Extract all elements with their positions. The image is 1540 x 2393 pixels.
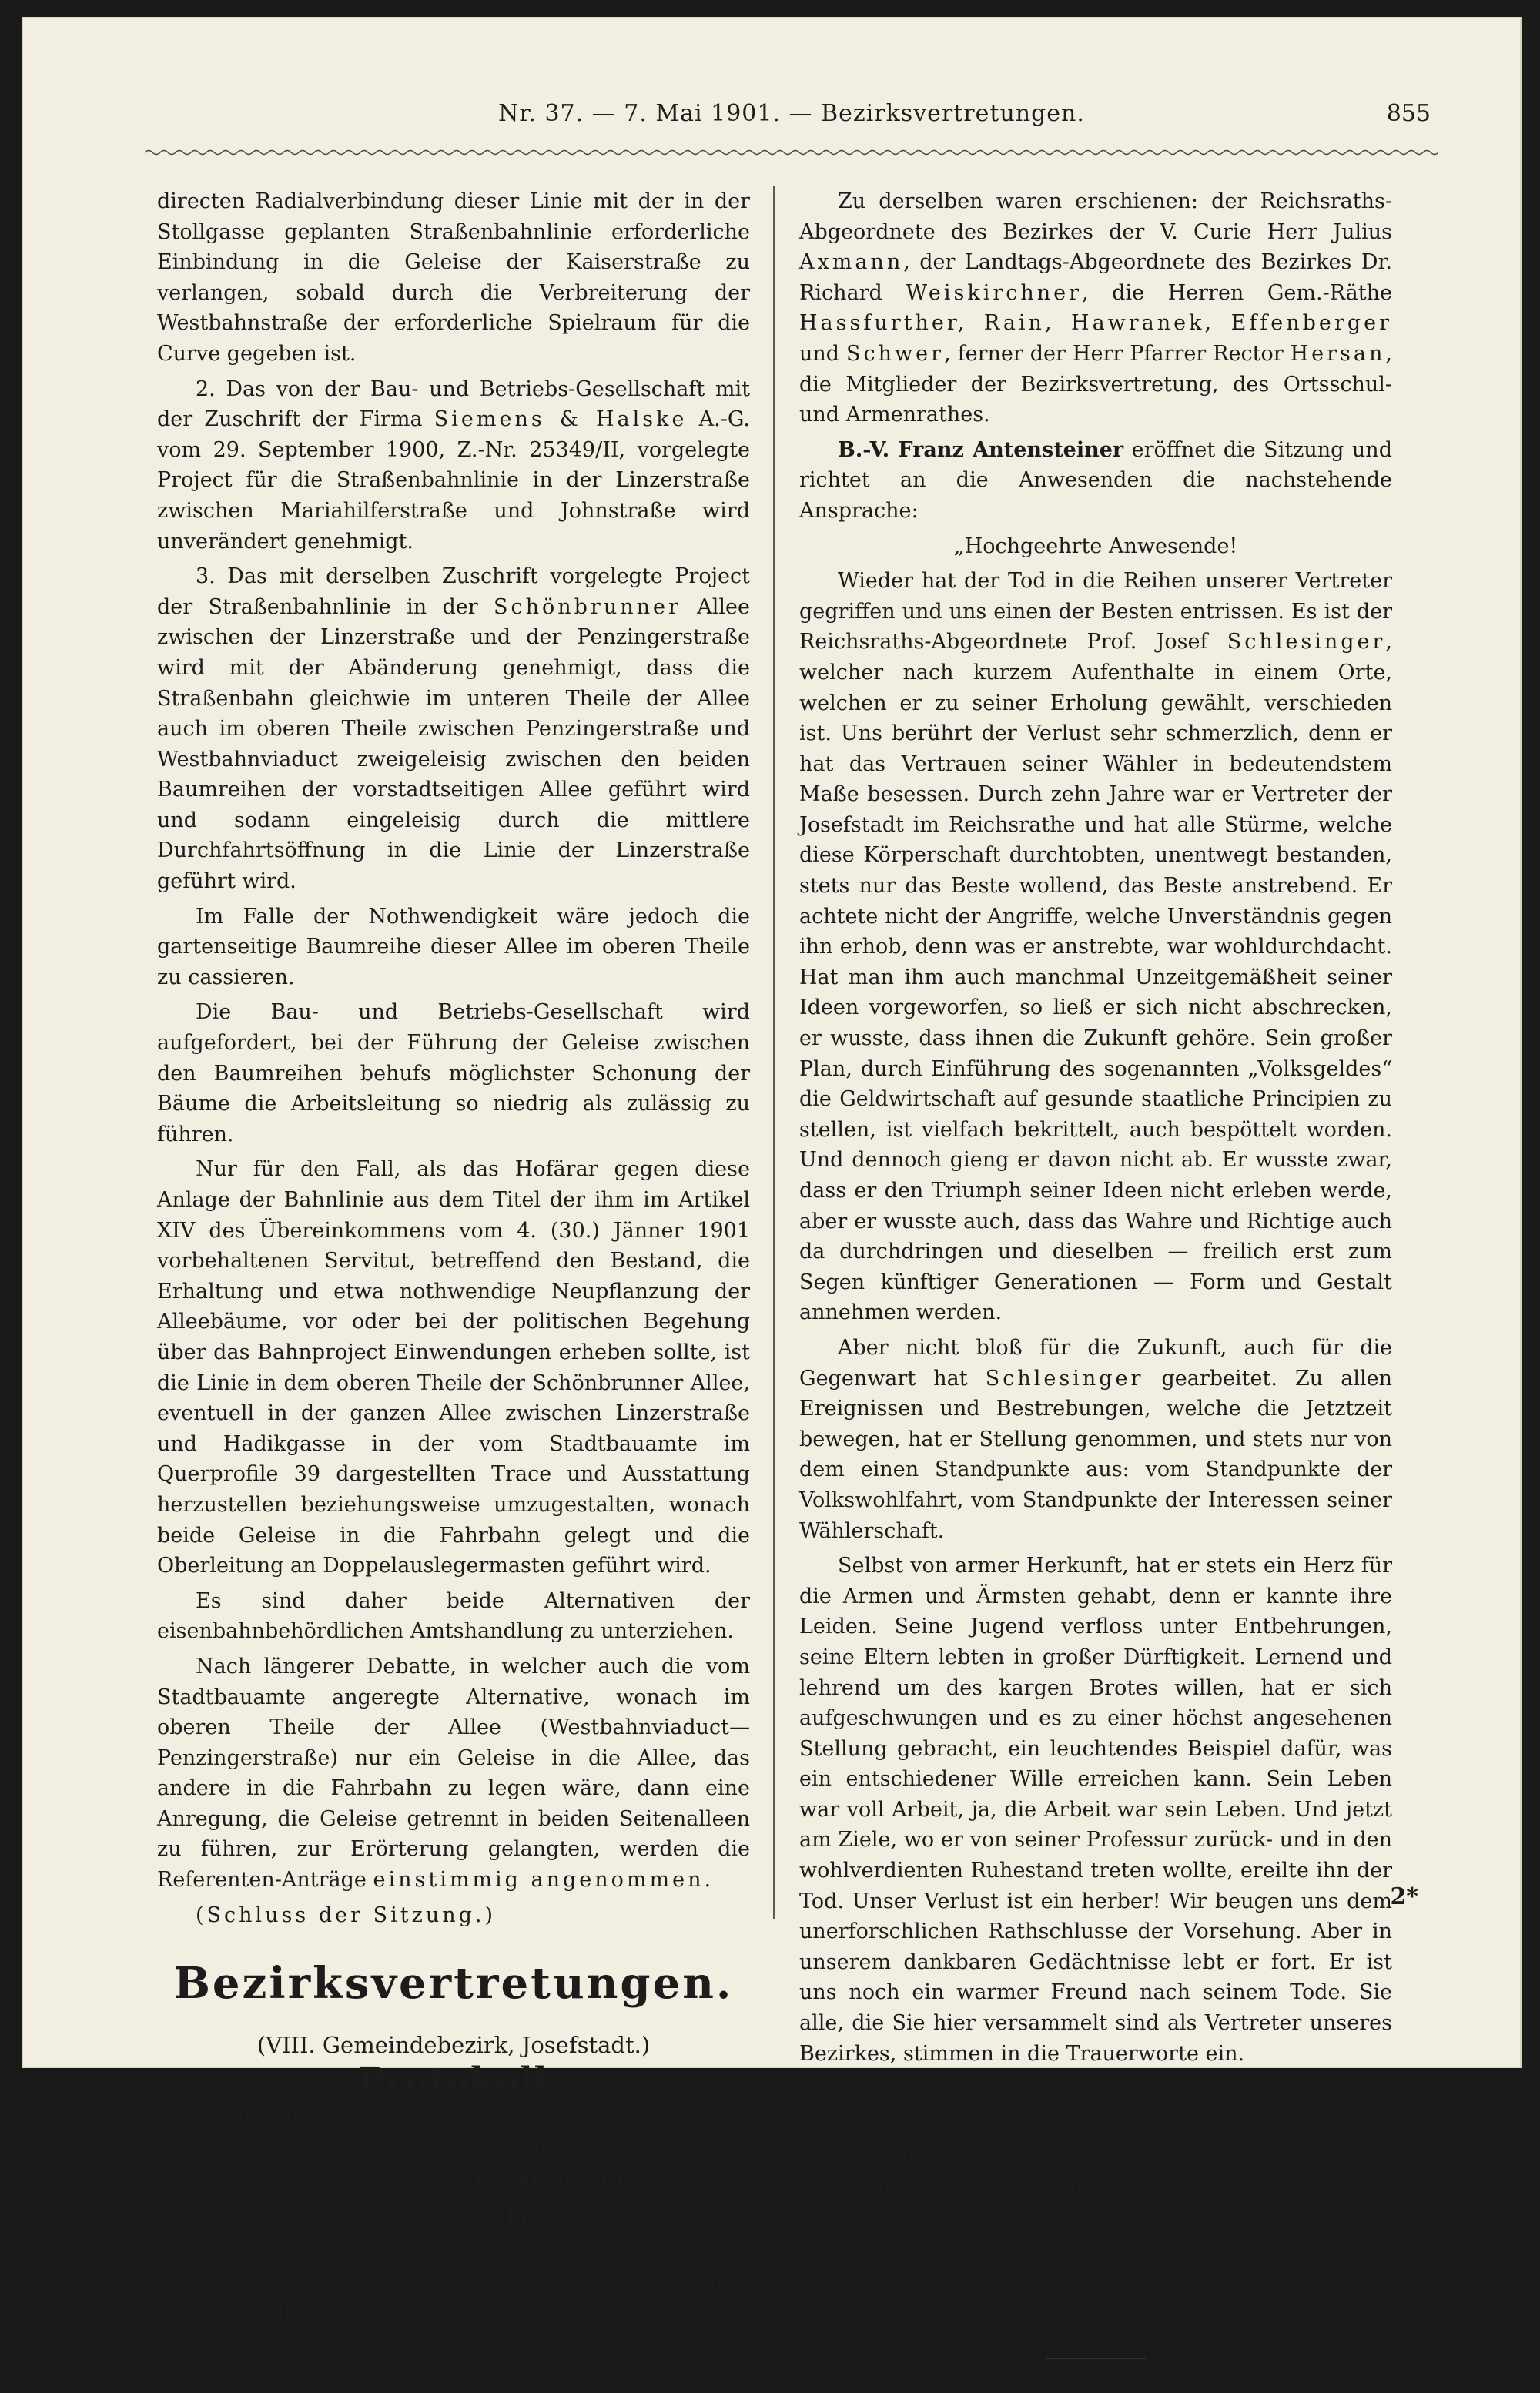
text: 2. Das von der Bau- und Betriebs-Gesellschaft mit der Zuschrift der Firma (157, 377, 750, 432)
text: und (799, 341, 847, 366)
paragraph: Im Falle der Nothwendigkeit wäre jedoch die gartenseitige Baumreihe dieser Allee im oberen Theile zu cassieren. (157, 904, 750, 989)
running-head (145, 100, 1438, 146)
closing-note: (Schluss der Sitzung.) (196, 1903, 496, 1927)
protokoll-heading: Protokoll (358, 2060, 549, 2100)
spaced-name: Schönbrunner (494, 594, 681, 619)
text: fand am 13. April 1901 um 4 Uhr nachmittags im Gemeindehause des VIII. Bezirkes eine außerordentliche Sitzung der Bezirksvertretung statt. (157, 2270, 750, 2385)
chair-name: Franz Antensteiner. (505, 2204, 735, 2228)
paragraph (799, 186, 1392, 430)
text: , die Mitglieder der Bezirksvertretung, des Ortsschul- und Armenrathes. (799, 341, 1392, 427)
text: Nach längerer Debatte, in welcher auch die vom Stadtbauamte angeregte Alternative, wonach im oberen Theile der Allee (Westbahnviaduct—Penzingerstraße) nur ein Geleise in die Allee, das andere in die Fahrbahn zu legen wäre, dann eine Anregung, die Geleise getrennt in beiden Seitenalleen zu führen, zur Erörterung gelangten, werden die Referenten-Anträge (157, 1654, 750, 1893)
text: A.-G. vom 29. September 1900, Z.-Nr. 25349/II, vorgelegte Project für die Straßenbahnlinie in der Linzerstraße zwischen Mariahilferstraße und Johnstraße wird unverändert genehmigt. (157, 407, 751, 554)
spaced-name: Schwer (846, 341, 945, 366)
text: , die Herren Gem.-Räthe (1082, 280, 1392, 305)
text: , ferner der Herr Pfarrer Rector (944, 341, 1291, 366)
paragraph: Ich schließe die Sitzung.“ (838, 2299, 1109, 2324)
text: gearbeitet. Zu allen Ereignissen und Bestrebungen, welche die Jetztzeit bewegen, hat er Stellung genommen, und stets nur von dem einen Standpunkte aus: vom Standpunkte der Volkswohlfahrt, vom Standpunkte der Interessen seiner Wählerschaft. (799, 1366, 1392, 1543)
text: Vorsitzender: Bezirksvorsteher (172, 2204, 506, 2228)
text: Zu derselben waren erschienen: der Reichsraths-Abgeordnete des Bezirkes der V. Curie Herr Julius (799, 189, 1392, 244)
speaker-name: B.-V. Franz Antensteiner (838, 437, 1124, 462)
wavy-header-rule (145, 148, 1438, 157)
paragraph (157, 561, 750, 897)
paragraph: Möge er friedlich ruhen, sei ein letzter Wunsch für ihn. (799, 2077, 1392, 2131)
page-number: 855 (1386, 100, 1431, 127)
left-column (157, 186, 750, 2393)
paragraph: Nur für den Fall, als das Hofärar gegen diese Anlage der Bahnlinie aus dem Titel der ihm im Artikel XIV des Übereinkommens vom 4. (30.) Jänner 1901 vorbehaltenen Servitut, betreffend den Bestand, die Erhaltung und etwa nothwendige Neupflanzung der Alleebäume, vor oder bei der politischen Begehung über das Bahnproject Einwendungen erheben sollte, ist die Linie in dem oberen Theile der Schönbrunner Allee, eventuell in der ganzen Allee zwischen Linzerstraße und Hadikgasse in der vom Stadtbauamte im Querprofile 39 dargestellten Trace und Ausstattung herzustellen beziehungsweise umzugestalten, wonach beide Geleise in die Fahrbahn gelegt und die Oberleitung an Doppelauslegermasten geführt wird. (157, 1157, 750, 1578)
paragraph: Die Bau- und Betriebs-Gesellschaft wird aufgefordert, bei der Führung der Geleise zwischen den Baumreihen behufs möglichster Schonung der Bäume die Arbeitsleitung so niedrig als zulässig zu führen. (157, 1000, 750, 1146)
spaced-name: Axmann (799, 250, 904, 275)
spaced-text: einstimmig angenommen. (373, 1868, 715, 1893)
text: Wieder hat der Tod in die Reihen unserer Vertreter gegriffen und uns einen der Besten entrissen. Es ist der Reichsraths-Abgeordnete Prof. Josef (799, 569, 1392, 654)
paragraph (799, 435, 1392, 527)
paragraph: Es sind daher beide Alternativen der eisenbahnbehördlichen Amtshandlung zu unterziehen. (157, 1588, 750, 1644)
salutation: „Hochgeehrte Anwesende! (953, 534, 1238, 558)
text: 3. Das mit derselben Zuschrift vorgelegte Project der Straßenbahnlinie in der (157, 564, 750, 619)
paragraph: directen Radialverbindung dieser Linie mit der in der Stollgasse geplanten Straßenbahnlinie erforderliche Einbindung in die Geleise der Kaiserstraße zu verlangen, sobald durch die Verbreiterung der Westbahnstraße der erforderliche Spielraum für die Curve gegeben ist. (157, 189, 750, 366)
text: , welcher nach kurzem Aufenthalte in einem Orte, welchen er zu seiner Erholung gewählt, verschieden ist. Uns berührt der Verlust sehr schmerzlich, denn er hat das Vertrauen seiner Wähler in bedeutendstem Maße besessen. Durch zehn Jahre war er Vertreter der Josefstadt im Reichsrathe und hat alle Stürme, welche diese Körperschaft durchtobten, unentwegt bestanden, stets nur das Beste wollend, das Beste anstrebend. Er achtete nicht der Angriffe, welche Unverständnis gegen ihn erhob, denn was er anstrebte, war wohldurchdacht. Hat man ihm auch manchmal Unzeitgemäßheit seiner Ideen vorgeworfen, so ließ er sich nicht abschrecken, er wusste, dass ihnen die Zukunft gehöre. Sein großer Plan, durch Einführung des sogenannten „Volksgeldes“ die Geldwirtschaft auf gesunde staatliche Principien zu stellen, ist vielfach bekrittelt, auch bespöttelt worden. Und dennoch gieng er davon nicht ab. Er wusste zwar, dass er den Triumph seiner Ideen nicht erleben werde, aber er wusste auch, dass das Wahre und Richtige auch da durchdringen und dieselben — freilich erst zum Segen künftiger Generationen — Form und Gestalt annehmen werden. (799, 630, 1392, 1325)
district-subheading: (VIII. Gemeindebezirk, Josefstadt.) (256, 2031, 651, 2058)
spaced-names: Hassfurther, Rain, Hawranek, Effenberger (799, 311, 1392, 336)
session-date: 13. April 1901. (470, 2169, 644, 2194)
right-column (799, 186, 1392, 2359)
paragraph (157, 1652, 750, 1896)
newspaper-page (22, 17, 1522, 2385)
column-divider (773, 186, 775, 1919)
paragraph: Ich bitte Sie, meine Herren, bezeugen Sie Ihr Verehrung für den Todten dadurch, dass Sie am nächsten Dienstag an seinem Leichenbegängnisse theilnehmen, zu welchem ich Sie hiemit geziemend einlade. (799, 2142, 1392, 2288)
spaced-name: Weiskirchner (906, 280, 1083, 305)
firm-name: Siemens & Halske (434, 407, 688, 432)
session-date-line (157, 2166, 750, 2197)
running-head-title: Nr. 37. — 7. Mai 1901. — Bezirksvertretungen. (498, 100, 1085, 127)
section-heading: Bezirksvertretungen. (173, 1958, 734, 2010)
paragraph (157, 374, 750, 557)
text: eröffnet die Sitzung und richtet an die Anwesenden die nachstehende Ansprache: (799, 437, 1392, 523)
signature-mark: 2* (1390, 1883, 1418, 1910)
session-title: über die außerordentliche Sitzung der Bezirksvertretung (222, 2103, 685, 2158)
paragraph (157, 2236, 750, 2388)
chair-line (157, 2201, 750, 2232)
paragraph (799, 566, 1392, 1328)
paragraph (799, 1333, 1392, 1546)
text: Josefstadt vom (263, 2169, 471, 2194)
end-rule (1046, 2358, 1146, 2359)
spaced-name: Schlesinger (274, 2270, 433, 2294)
text: Anlässlich des Todes des Reichsraths-Abgeordneten Prof. Josef (157, 2239, 750, 2294)
spaced-name: Hersan (1290, 341, 1386, 366)
text: Aber nicht bloß für die Zukunft, auch für die Gegenwart hat (799, 1335, 1392, 1391)
text: Allee zwischen der Linzerstraße und der Penzingerstraße wird mit der Abänderung genehmigt, dass die Straßenbahn gleichwie im unteren Theile der Allee auch im oberen Theile zwischen Penzingerstraße und Westbahnviaduct zweigeleisig zwischen den beiden Baumreihen der vorstadtseitigen Allee geführt wird und sodann eingeleisig durch die mittlere Durchfahrtsöffnung in die Linie der Linzerstraße geführt wird. (157, 594, 750, 894)
spaced-name: Schlesinger (1227, 630, 1386, 654)
text: , der Landtags-Abgeordnete des Bezirkes Dr. Richard (799, 250, 1392, 305)
paragraph: Selbst von armer Herkunft, hat er stets ein Herz für die Armen und Ärmsten gehabt, denn er kannte ihre Leiden. Seine Jugend verfloss unter Entbehrungen, seine Eltern lebten in großer Dürftigkeit. Lernend und lehrend um des kargen Brotes willen, hat er sich aufgeschwungen und es zu einer höchst angesehenen Stellung gebracht, ein leuchtendes Beispiel dafür, was ein entschiedener Wille erreichen kann. Sein Leben war voll Arbeit, ja, die Arbeit war sein Leben. Und jetzt am Ziele, wo er von seiner Professur zurück- und in den wohlverdienten Ruhestand treten wollte, ereilte ihn der Tod. Unser Verlust ist ein herber! Wir beugen uns dem unerforschlichen Rathschlusse der Vorsehung. Aber in unserem dankbaren Gedächtnisse lebt er fort. Er ist uns noch ein warmer Freund nach seinem Tode. Sie alle, die Sie hier versammelt sind als Vertreter unseres Bezirkes, stimmen in die Trauerworte ein. (799, 1554, 1392, 2066)
spaced-name: Schlesinger (985, 1366, 1144, 1391)
